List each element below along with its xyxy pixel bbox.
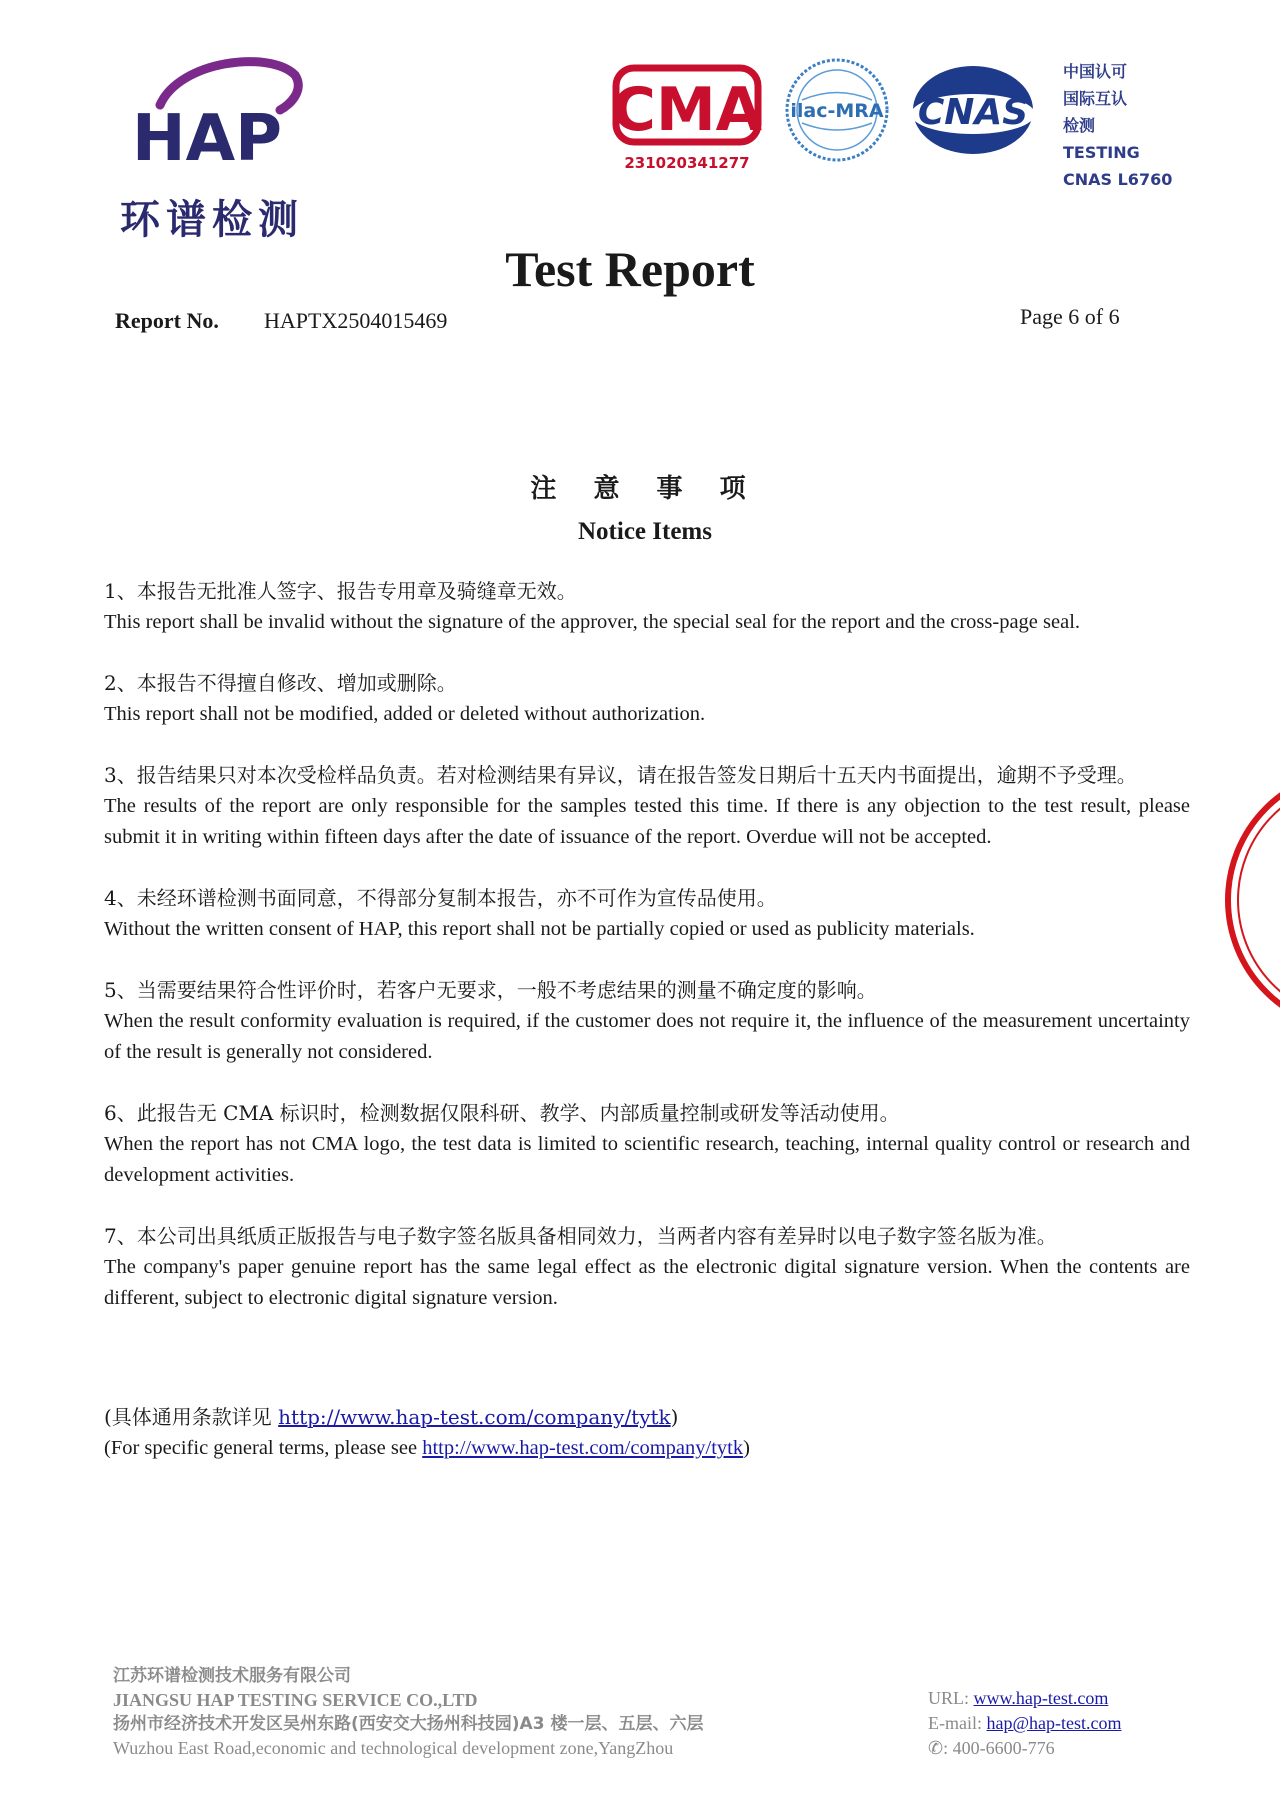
- cma-text: CMA: [612, 75, 762, 145]
- ilac-text: ilac-MRA: [790, 100, 884, 122]
- notice-item-cn: 5、当需要结果符合性评价时，若客户无要求，一般不考虑结果的测量不确定度的影响。: [104, 978, 877, 1002]
- report-no-value: HAPTX2504015469: [264, 308, 448, 333]
- notice-item-en: When the report has not CMA logo, the test data is limited to scientific research, teaching, internal quality control or research and development activities.: [104, 1133, 1190, 1186]
- notice-item-cn: 6、此报告无 CMA 标识时，检测数据仅限科研、教学、内部质量控制或研发等活动使用。: [104, 1101, 900, 1125]
- footer-contact: [928, 1686, 1122, 1761]
- cma-number: 231020341277: [624, 154, 750, 172]
- terms-line-cn: [104, 1402, 1190, 1433]
- footer-address-en: Wuzhou East Road,economic and technological development zone,YangZhou: [113, 1738, 674, 1758]
- hap-logo-text: HAP: [132, 102, 282, 165]
- footer-email-row: [928, 1711, 1122, 1736]
- accred-line: 中国认可: [1063, 62, 1128, 81]
- notice-item: [104, 883, 1190, 945]
- notice-item: [104, 668, 1190, 730]
- notice-item: [104, 975, 1190, 1068]
- page-indicator: Page 6 of 6: [1020, 304, 1120, 329]
- notice-list: [104, 576, 1190, 1344]
- notice-item: [104, 1221, 1190, 1314]
- notice-item: [104, 1098, 1190, 1191]
- accred-line: 检测: [1063, 116, 1096, 135]
- accreditation-text: [1063, 58, 1172, 193]
- footer-company-cn: 江苏环谱检测技术服务有限公司: [113, 1666, 351, 1686]
- company-seal: [1218, 780, 1280, 1020]
- accred-line: 国际互认: [1063, 89, 1128, 108]
- notice-item: [104, 576, 1190, 638]
- report-no-label: Report No.: [115, 308, 219, 333]
- hap-logo: [120, 55, 320, 165]
- email-label: E-mail:: [928, 1713, 982, 1733]
- terms-suffix-cn: ): [670, 1405, 679, 1429]
- terms-prefix-en: (For specific general terms, please see: [104, 1437, 423, 1459]
- terms-suffix-en: ): [743, 1437, 750, 1459]
- accred-line: TESTING: [1063, 143, 1140, 162]
- notice-item-cn: 1、本报告无批准人签字、报告专用章及骑缝章无效。: [104, 579, 577, 603]
- report-title: Test Report: [505, 241, 755, 297]
- notice-title-en: Notice Items: [578, 518, 712, 545]
- notice-item-en: This report shall be invalid without the signature of the approver, the special seal for the report and the cross-page seal.: [104, 611, 1081, 633]
- terms-line-en: [104, 1433, 1190, 1464]
- notice-item: [104, 760, 1190, 853]
- notice-item-cn: 3、报告结果只对本次受检样品负责。若对检测结果有异议，请在报告签发日期后十五天内书面提出，逾期不予受理。: [104, 763, 1137, 787]
- footer-company-info: [113, 1664, 703, 1760]
- footer-address-cn: 扬州市经济技术开发区吴州东路(西安交大扬州科技园)A3 楼一层、五层、六层: [113, 1714, 704, 1734]
- footer-company-en: JIANGSU HAP TESTING SERVICE CO.,LTD: [113, 1690, 478, 1710]
- notice-item-en: When the result conformity evaluation is required, if the customer does not require it, the influence of the measurement uncertainty of the result is generally not considered.: [104, 1010, 1190, 1063]
- cma-logo: [612, 60, 762, 178]
- cnas-text: CNAS: [917, 92, 1029, 133]
- notice-item-en: This report shall not be modified, added or deleted without authorization.: [104, 703, 706, 725]
- footer-email-link[interactable]: hap@hap-test.com: [986, 1713, 1122, 1733]
- cnas-logo: [910, 62, 1036, 158]
- notice-title-cn: 注 意 事 项: [530, 474, 760, 504]
- notice-item-en: Without the written consent of HAP, this report shall not be partially copied or used as publicity materials.: [104, 918, 975, 940]
- accred-line: CNAS L6760: [1063, 170, 1173, 189]
- general-terms: [104, 1402, 1190, 1464]
- footer-phone: 400-6600-776: [952, 1738, 1055, 1758]
- terms-prefix-cn: (具体通用条款详见: [104, 1405, 279, 1429]
- url-label: URL:: [928, 1688, 970, 1708]
- notice-item-en: The company's paper genuine report has the same legal effect as the electronic digital signature version. When the contents are different, subject to electronic digital signature version.: [104, 1256, 1190, 1309]
- footer-url-row: [928, 1686, 1122, 1711]
- hap-logo-cn: 环谱检测: [120, 197, 304, 243]
- footer-url-link[interactable]: www.hap-test.com: [973, 1688, 1109, 1708]
- terms-link-en[interactable]: http://www.hap-test.com/company/tytk: [422, 1437, 744, 1459]
- notice-item-en: The results of the report are only responsible for the samples tested this time. If there is any objection to the test result, please submit it in writing within fifteen days after the date of issuance of the report. Overdue will not be accepted.: [104, 795, 1190, 848]
- phone-separator: :: [943, 1738, 949, 1758]
- footer-phone-row: [928, 1736, 1122, 1761]
- notice-item-cn: 2、本报告不得擅自修改、增加或删除。: [104, 671, 457, 695]
- notice-item-cn: 4、未经环谱检测书面同意，不得部分复制本报告，亦不可作为宣传品使用。: [104, 886, 777, 910]
- ilac-mra-logo: [782, 55, 892, 165]
- terms-link-cn[interactable]: http://www.hap-test.com/company/tytk: [278, 1405, 671, 1429]
- phone-icon: ✆: [928, 1738, 944, 1758]
- notice-item-cn: 7、本公司出具纸质正版报告与电子数字签名版具备相同效力，当两者内容有差异时以电子数字签名版为准。: [104, 1224, 1057, 1248]
